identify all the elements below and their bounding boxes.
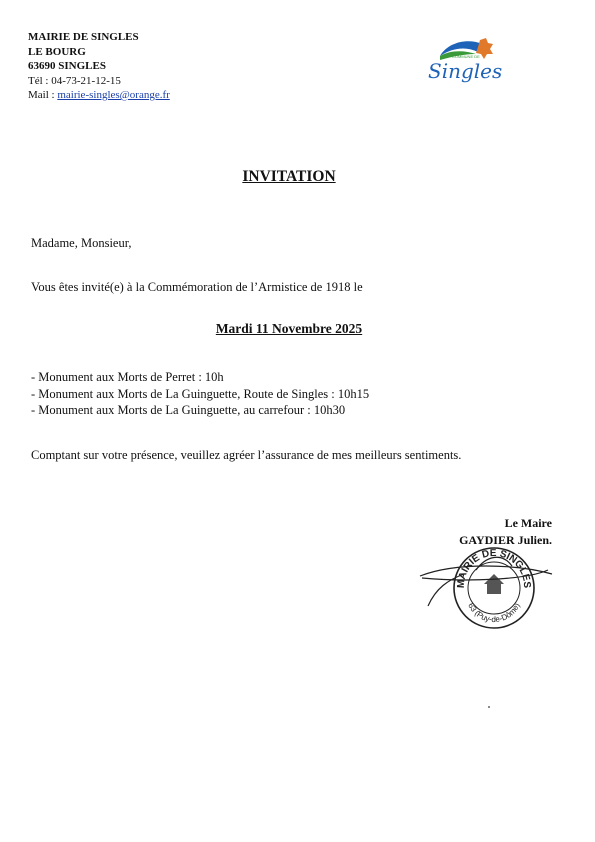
mail-prefix: Mail :: [28, 89, 58, 101]
official-stamp: [416, 536, 556, 638]
svg-text:MAIRIE DE SINGLES: MAIRIE DE SINGLES: [455, 547, 533, 589]
address-line-2: 63690 SINGLES: [28, 60, 106, 72]
signature-name: GAYDIER Julien.: [459, 533, 552, 547]
org-name: MAIRIE DE SINGLES: [28, 31, 139, 43]
address-line-1: LE BOURG: [28, 45, 86, 58]
phone: Tél : 04-73-21-12-15: [28, 74, 121, 87]
letterhead: [28, 30, 170, 103]
commune-logo: [418, 34, 518, 90]
event-date: Mardi 11 Novembre 2025: [215, 321, 363, 336]
page-title: INVITATION: [242, 168, 336, 185]
logo-name: Singles: [428, 59, 503, 83]
schedule-list: [31, 369, 369, 419]
intro-text: Vous êtes invité(e) à la Commémoration de l’Armistice de 1918 le: [31, 280, 363, 294]
logo-top-text: COMMUNE DE: [452, 54, 480, 59]
svg-text:63 (Puy-de-Dôme): 63 (Puy-de-Dôme): [466, 601, 522, 625]
mail-line: [28, 88, 170, 103]
list-item: - Monument aux Morts de La Guinguette, au carrefour : 10h30: [31, 403, 346, 417]
list-item: - Monument aux Morts de Perret : 10h: [31, 370, 224, 384]
scan-speck: [488, 706, 490, 708]
mail-link[interactable]: mairie-singles@orange.fr: [57, 89, 170, 101]
list-item: - Monument aux Morts de La Guinguette, Route de Singles : 10h15: [31, 386, 370, 401]
closing-text: Comptant sur votre présence, veuillez agréer l’assurance de mes meilleurs sentiments.: [31, 448, 462, 462]
salutation: Madame, Monsieur,: [31, 236, 132, 250]
signature-role: Le Maire: [504, 516, 552, 530]
